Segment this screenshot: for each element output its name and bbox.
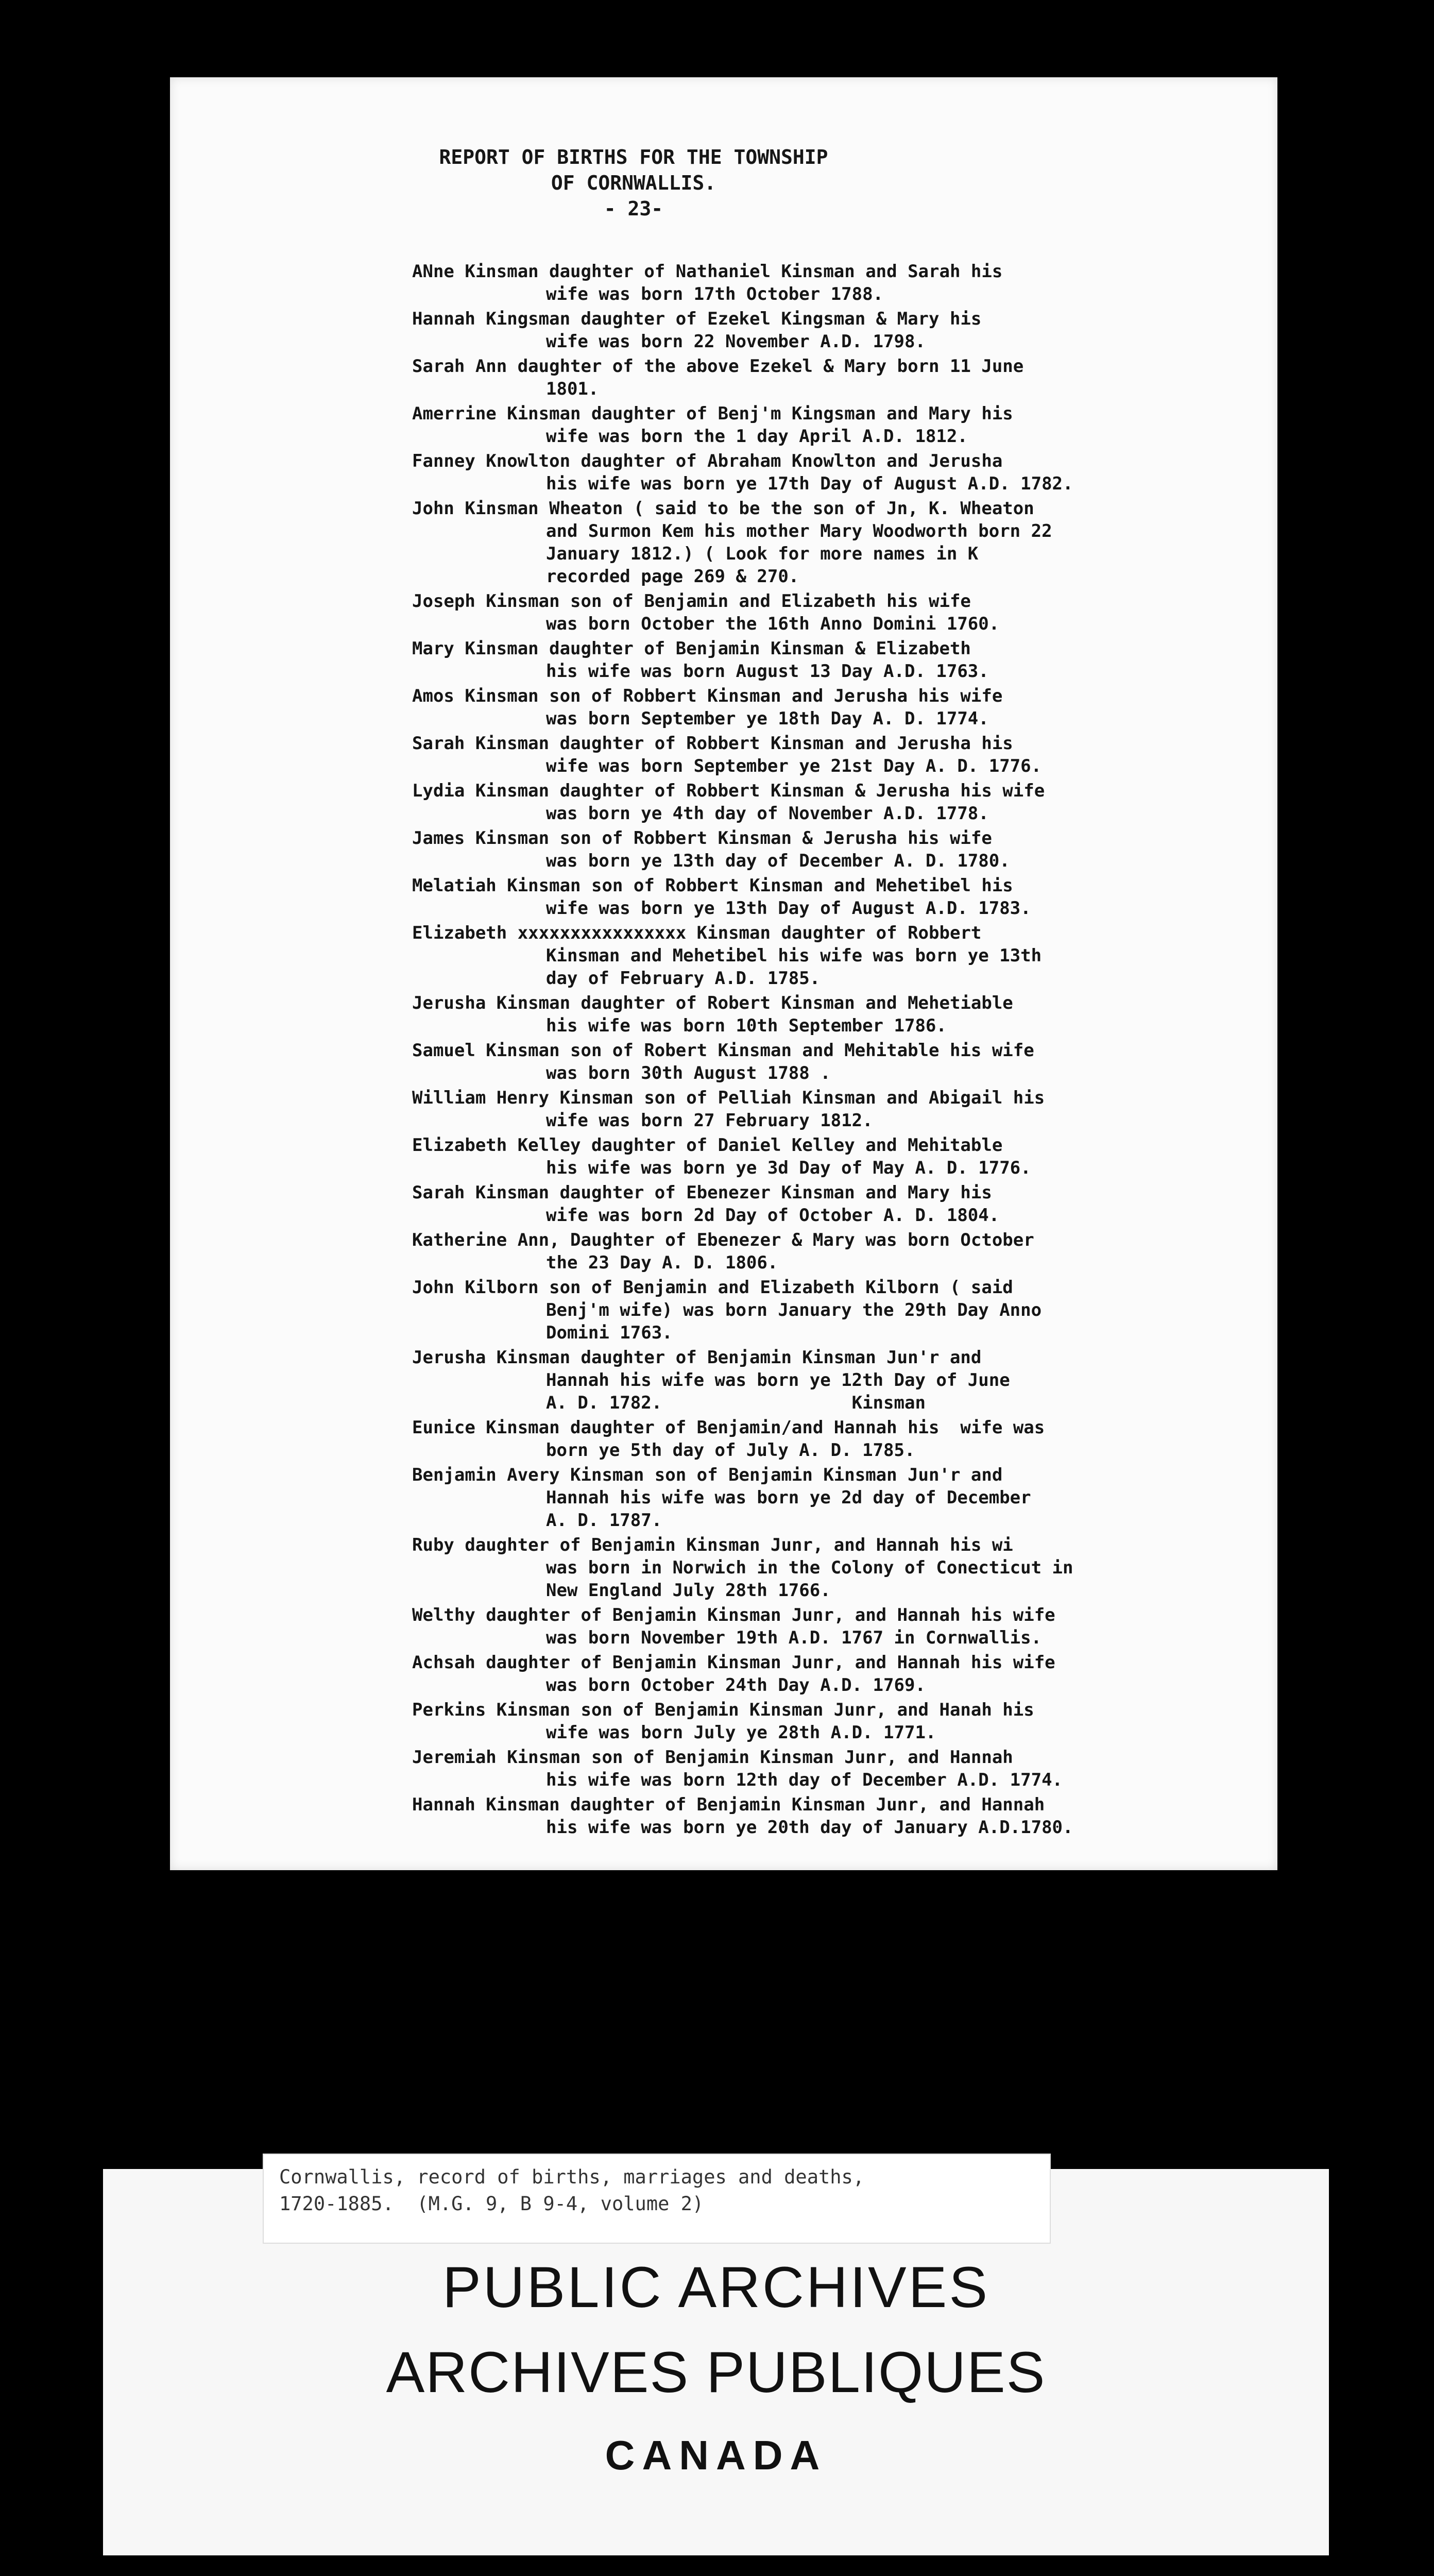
entry-first-line: Elizabeth xxxxxxxxxxxxxxxx Kinsman daughter of Robbert — [412, 923, 982, 943]
birth-entry — [412, 922, 1236, 990]
entry-continuation-line: his wife was born 12th day of December A.D. 1774. — [546, 1770, 1063, 1790]
birth-entry — [412, 308, 1236, 353]
entry-continuation-line: was born October the 16th Anno Domini 1760. — [546, 614, 1000, 634]
birth-entry — [412, 1087, 1236, 1132]
entry-first-line: John Kinsman Wheaton ( said to be the son of Jn, K. Wheaton — [412, 498, 1034, 519]
entry-continuation-line: wife was born ye 13th Day of August A.D. 1783. — [546, 898, 1031, 919]
entry-continuation-line: Hannah his wife was born ye 12th Day of June — [546, 1370, 1010, 1391]
entry-continuation-line: A. D. 1787. — [546, 1510, 662, 1531]
entry-continuation-line: Domini 1763. — [546, 1323, 673, 1343]
entry-first-line: Hannah Kingsman daughter of Ezekel Kingsman & Mary his — [412, 309, 982, 329]
entry-first-line: Jerusha Kinsman daughter of Benjamin Kinsman Jun'r and — [412, 1347, 982, 1368]
birth-entry — [412, 827, 1236, 872]
archive-name-english: PUBLIC ARCHIVES — [442, 2255, 990, 2319]
entry-first-line: Sarah Ann daughter of the above Ezekel & Mary born 11 June — [412, 356, 1024, 377]
entry-first-line: Sarah Kinsman daughter of Ebenezer Kinsman and Mary his — [412, 1182, 992, 1203]
birth-entry — [412, 779, 1236, 825]
entry-continuation-line: his wife was born August 13 Day A.D. 1763. — [546, 661, 989, 682]
entry-first-line: Samuel Kinsman son of Robert Kinsman and Mehitable his wife — [412, 1040, 1034, 1061]
birth-entry — [412, 732, 1236, 777]
entry-continuation-line: wife was born the 1 day April A.D. 1812. — [546, 426, 968, 447]
archive-country: CANADA — [605, 2432, 827, 2478]
birth-entry — [412, 497, 1236, 588]
entry-continuation-line: recorded page 269 & 270. — [546, 566, 799, 587]
entry-continuation-line: wife was born 2d Day of October A. D. 1804. — [546, 1205, 1000, 1226]
entry-continuation-line: his wife was born ye 20th day of January A.D.1780. — [546, 1817, 1073, 1838]
entry-first-line: Perkins Kinsman son of Benjamin Kinsman Junr, and Hanah his — [412, 1700, 1034, 1720]
entry-continuation-line: wife was born 22 November A.D. 1798. — [546, 331, 926, 352]
birth-entry — [412, 1346, 1236, 1414]
heading-line: - 23- — [604, 197, 663, 220]
birth-entry — [412, 450, 1236, 495]
birth-entry — [412, 1039, 1236, 1084]
entry-first-line: William Henry Kinsman son of Pelliah Kinsman and Abigail his — [412, 1088, 1045, 1108]
entry-continuation-line: his wife was born ye 17th Day of August A.D. 1782. — [546, 473, 1073, 494]
entry-continuation-line: wife was born 27 February 1812. — [546, 1110, 873, 1131]
entry-continuation-line: Hannah his wife was born ye 2d day of December — [546, 1487, 1031, 1508]
birth-entry — [412, 1229, 1236, 1274]
entry-first-line: Amerrine Kinsman daughter of Benj'm Kingsman and Mary his — [412, 403, 1013, 424]
entry-continuation-line: January 1812.) ( Look for more names in K — [546, 544, 979, 564]
birth-entry — [412, 590, 1236, 635]
entry-first-line: Joseph Kinsman son of Benjamin and Elizabeth his wife — [412, 591, 971, 612]
entry-first-line: Mary Kinsman daughter of Benjamin Kinsman & Elizabeth — [412, 638, 971, 659]
entry-continuation-line: the 23 Day A. D. 1806. — [546, 1252, 778, 1273]
birth-entry — [412, 1534, 1236, 1602]
entry-continuation-line: was born September ye 18th Day A. D. 1774. — [546, 708, 989, 729]
entry-first-line: Lydia Kinsman daughter of Robbert Kinsman & Jerusha his wife — [412, 781, 1045, 801]
entry-continuation-line: day of February A.D. 1785. — [546, 968, 821, 989]
entry-continuation-line: was born ye 4th day of November A.D. 1778. — [546, 803, 989, 824]
entry-first-line: Jerusha Kinsman daughter of Robert Kinsman and Mehetiable — [412, 993, 1013, 1013]
birth-entry — [412, 1181, 1236, 1227]
entry-continuation-line: his wife was born ye 3d Day of May A. D. 1776. — [546, 1158, 1031, 1178]
birth-entry — [412, 1464, 1236, 1532]
birth-entry — [412, 1134, 1236, 1179]
entry-first-line: Benjamin Avery Kinsman son of Benjamin Kinsman Jun'r and — [412, 1465, 1003, 1485]
entry-continuation-line: and Surmon Kem his mother Mary Woodworth born 22 — [546, 521, 1052, 541]
entry-continuation-line: A. D. 1782. Kinsman — [546, 1393, 926, 1413]
entry-first-line: Katherine Ann, Daughter of Ebenezer & Mary was born October — [412, 1230, 1034, 1250]
birth-entry — [412, 402, 1236, 448]
birth-entry — [412, 1604, 1236, 1649]
entry-first-line: Fanney Knowlton daughter of Abraham Knowlton and Jerusha — [412, 451, 1003, 471]
birth-entry — [412, 1746, 1236, 1791]
birth-entry — [412, 637, 1236, 683]
document-heading — [170, 144, 1097, 222]
entry-continuation-line: was born 30th August 1788 . — [546, 1063, 831, 1083]
entry-continuation-line: 1801. — [546, 379, 599, 399]
archive-name-french: ARCHIVES PUBLIQUES — [386, 2340, 1046, 2404]
entry-continuation-line: his wife was born 10th September 1786. — [546, 1015, 947, 1036]
entry-continuation-line: was born ye 13th day of December A. D. 1780. — [546, 851, 1010, 871]
document-page — [170, 77, 1277, 1870]
entry-continuation-line: wife was born September ye 21st Day A. D. 1776. — [546, 756, 1042, 776]
entry-first-line: Melatiah Kinsman son of Robbert Kinsman and Mehetibel his — [412, 875, 1013, 896]
entry-continuation-line: was born November 19th A.D. 1767 in Cornwallis. — [546, 1628, 1042, 1648]
entry-first-line: Jeremiah Kinsman son of Benjamin Kinsman Junr, and Hannah — [412, 1747, 1013, 1768]
birth-entry — [412, 1793, 1236, 1839]
birth-entry — [412, 1416, 1236, 1462]
entry-first-line: Ruby daughter of Benjamin Kinsman Junr, and Hannah his wi — [412, 1535, 1013, 1555]
entry-continuation-line: was born in Norwich in the Colony of Conecticut in — [546, 1557, 1073, 1578]
birth-entry — [412, 1651, 1236, 1697]
entry-continuation-line: Benj'm wife) was born January the 29th Day Anno — [546, 1300, 1042, 1320]
entry-continuation-line: New England July 28th 1766. — [546, 1580, 831, 1601]
entry-first-line: Sarah Kinsman daughter of Robbert Kinsman and Jerusha his — [412, 733, 1013, 754]
entry-first-line: Elizabeth Kelley daughter of Daniel Kelley and Mehitable — [412, 1135, 1003, 1156]
citation-slip — [263, 2154, 1051, 2244]
entry-first-line: John Kilborn son of Benjamin and Elizabeth Kilborn ( said — [412, 1277, 1013, 1298]
entry-first-line: Eunice Kinsman daughter of Benjamin/and Hannah his wife was — [412, 1417, 1045, 1438]
entry-continuation-line: wife was born July ye 28th A.D. 1771. — [546, 1722, 936, 1743]
citation-line: 1720-1885. (M.G. 9, B 9-4, volume 2) — [279, 2193, 704, 2215]
birth-entry — [412, 260, 1236, 306]
citation-line: Cornwallis, record of births, marriages and deaths, — [279, 2166, 865, 2188]
entry-continuation-line: was born October 24th Day A.D. 1769. — [546, 1675, 926, 1696]
heading-line: OF CORNWALLIS. — [551, 172, 716, 194]
birth-entry — [412, 874, 1236, 920]
entry-first-line: Amos Kinsman son of Robbert Kinsman and Jerusha his wife — [412, 686, 1003, 706]
entry-first-line: Welthy daughter of Benjamin Kinsman Junr, and Hannah his wife — [412, 1605, 1055, 1625]
birth-entry — [412, 355, 1236, 400]
birth-entries — [412, 260, 1236, 1841]
entry-continuation-line: born ye 5th day of July A. D. 1785. — [546, 1440, 915, 1461]
entry-continuation-line: wife was born 17th October 1788. — [546, 284, 884, 304]
birth-entry — [412, 1276, 1236, 1344]
entry-continuation-line: Kinsman and Mehetibel his wife was born ye 13th — [546, 945, 1042, 966]
entry-first-line: ANne Kinsman daughter of Nathaniel Kinsman and Sarah his — [412, 261, 1003, 282]
heading-line: REPORT OF BIRTHS FOR THE TOWNSHIP — [439, 146, 828, 168]
entry-first-line: Achsah daughter of Benjamin Kinsman Junr, and Hannah his wife — [412, 1652, 1055, 1673]
entry-first-line: James Kinsman son of Robbert Kinsman & Jerusha his wife — [412, 828, 992, 849]
entry-first-line: Hannah Kinsman daughter of Benjamin Kinsman Junr, and Hannah — [412, 1794, 1045, 1815]
birth-entry — [412, 992, 1236, 1037]
birth-entry — [412, 1699, 1236, 1744]
birth-entry — [412, 685, 1236, 730]
